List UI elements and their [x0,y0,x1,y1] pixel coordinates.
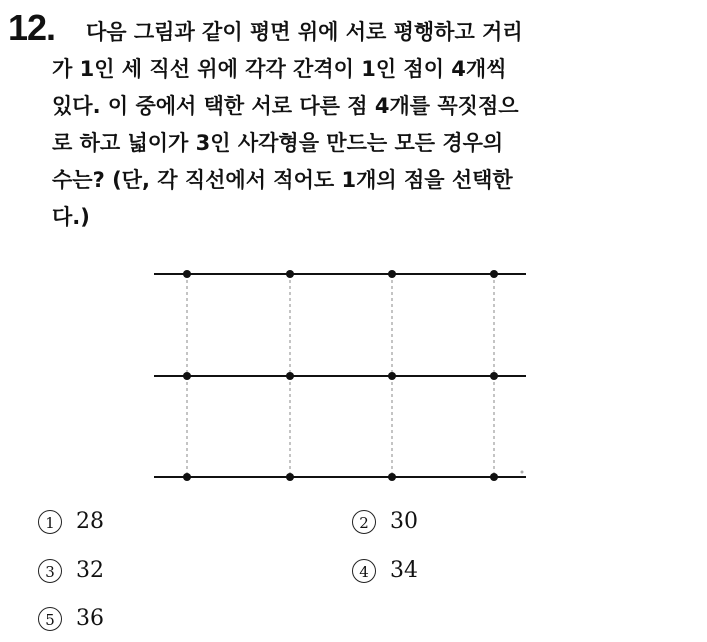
stem-line: 다.) [52,205,90,229]
stem-line: 다음 그림과 같이 평면 위에 서로 평행하고 거리 [86,20,523,44]
stem-line: 가 1인 세 직선 위에 각각 간격이 1인 점이 4개씩 [52,57,507,81]
stem-line: 로 하고 넓이가 3인 사각형을 만드는 모든 경우의 [52,131,504,155]
point [183,270,191,278]
point [490,372,498,380]
choice-value: 36 [76,606,104,631]
point [286,473,294,481]
point [183,372,191,380]
point [286,372,294,380]
choice-mark: 1 [38,510,62,534]
point [388,270,396,278]
choice-3[interactable] [38,557,104,585]
choice-value: 30 [390,509,418,534]
choice-1[interactable] [38,508,104,536]
choice-mark: 5 [38,607,62,631]
choice-5[interactable] [38,605,104,633]
point [490,270,498,278]
stray-mark [521,471,524,474]
choice-value: 32 [76,558,104,583]
point [388,372,396,380]
stem-line: 있다. 이 중에서 택한 서로 다른 점 4개를 꼭짓점으 [52,94,519,118]
choice-2[interactable] [352,508,418,536]
choice-mark: 4 [352,559,376,583]
point [388,473,396,481]
choice-mark: 2 [352,510,376,534]
point [183,473,191,481]
question-number: 12. [8,7,56,48]
choice-value: 28 [76,509,104,534]
point [286,270,294,278]
stem-line: 수는? (단, 각 직선에서 적어도 1개의 점을 선택한 [52,168,513,192]
point [490,473,498,481]
choice-4[interactable] [352,557,418,585]
choice-mark: 3 [38,559,62,583]
choice-value: 34 [390,558,418,583]
